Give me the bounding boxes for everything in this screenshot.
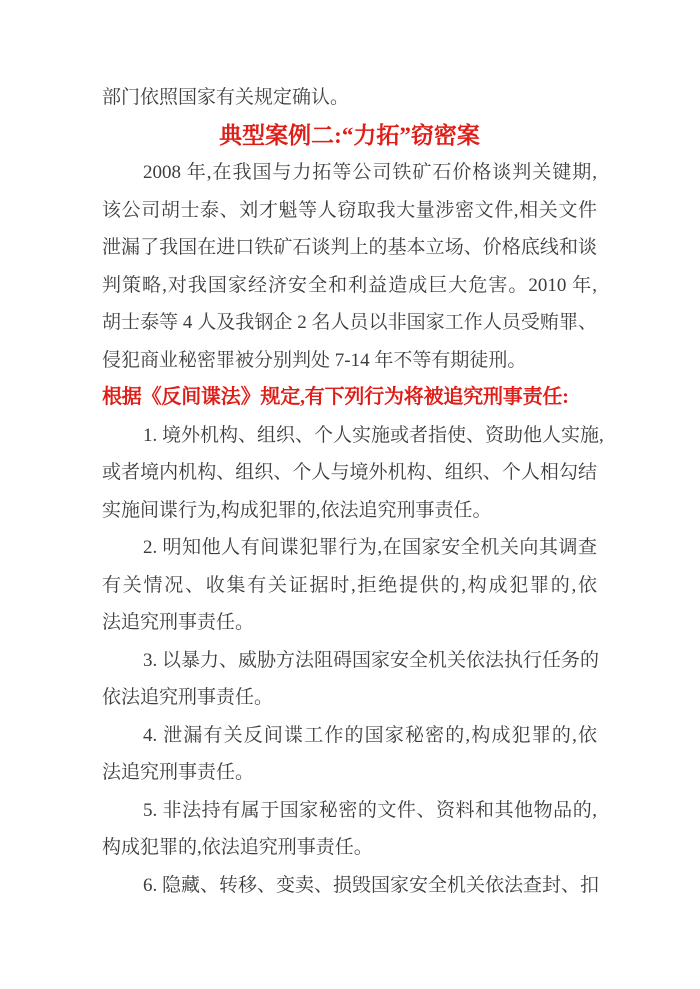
provision-line: 有关情况、收集有关证据时,拒绝提供的,构成犯罪的,依 — [102, 574, 597, 596]
case-title: 典型案例二:“力拓”窃密案 — [219, 122, 480, 148]
provision-line: 1. 境外机构、组织、个人实施或者指使、资助他人实施, — [143, 424, 604, 446]
paragraph-tail-line: 部门依照国家有关规定确认。 — [102, 87, 350, 108]
provision-line: 2. 明知他人有间谍犯罪行为,在国家安全机关向其调查 — [143, 537, 597, 558]
provision-line: 或者境内机构、组织、个人与境外机构、组织、个人相勾结 — [102, 462, 597, 483]
law-intro-heading: 根据《反间谍法》规定,有下列行为将被追究刑事责任: — [102, 386, 569, 408]
case-paragraph-line: 2008 年,在我国与力拓等公司铁矿石价格谈判关键期, — [143, 162, 597, 183]
case-paragraph-line: 判策略,对我国家经济安全和利益造成巨大危害。2010 年, — [102, 274, 597, 296]
provision-line: 5. 非法持有属于国家秘密的文件、资料和其他物品的, — [143, 799, 597, 821]
provision-line: 法追究刑事责任。 — [102, 612, 255, 633]
provision-line: 法追究刑事责任。 — [102, 762, 255, 783]
provision-line: 3. 以暴力、威胁方法阻碍国家安全机关依法执行任务的 — [143, 649, 600, 671]
document-content — [102, 79, 604, 904]
provision-line: 依法追究刑事责任。 — [102, 687, 274, 708]
provision-line: 实施间谍行为,构成犯罪的,依法追究刑事责任。 — [102, 499, 492, 521]
provision-line: 4. 泄漏有关反间谍工作的国家秘密的,构成犯罪的,依 — [143, 724, 597, 746]
case-paragraph-line: 泄漏了我国在进口铁矿石谈判上的基本立场、价格底线和谈 — [102, 237, 597, 258]
provision-line: 构成犯罪的,依法追究刑事责任。 — [102, 837, 373, 858]
provision-line: 6. 隐藏、转移、变卖、损毁国家安全机关依法查封、扣 — [143, 874, 600, 896]
case-paragraph-line: 胡士泰等 4 人及我钢企 2 名人员以非国家工作人员受贿罪、 — [102, 312, 597, 333]
case-paragraph-line: 该公司胡士泰、刘才魁等人窃取我大量涉密文件,相关文件 — [102, 199, 597, 221]
case-paragraph-line: 侵犯商业秘密罪被分别判处 7-14 年不等有期徒刑。 — [102, 349, 527, 371]
